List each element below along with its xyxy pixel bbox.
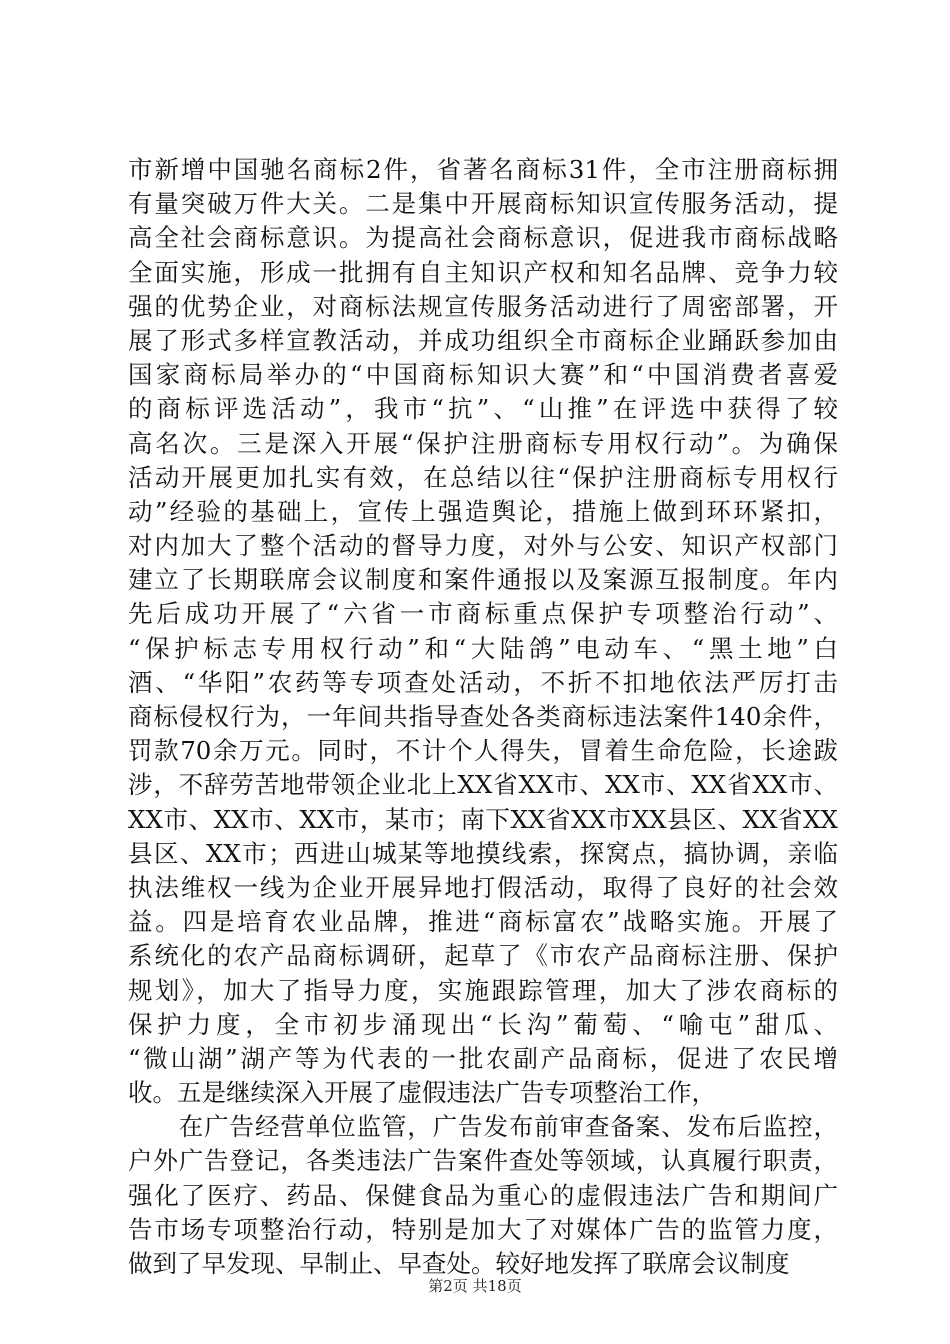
text-line: 高名次。三是深入开展“保护注册商标专用权行动”。为确保 xyxy=(128,428,838,458)
text-line: 涉，不辞劳苦地带领企业北上XX省XX市、XX市、XX省XX市、 xyxy=(128,770,838,800)
text-line: 规划》，加大了指导力度，实施跟踪管理，加大了涉农商标的 xyxy=(128,975,838,1005)
text-line: 罚款70余万元。同时，不计个人得失，冒着生命危险，长途跋 xyxy=(128,736,838,766)
text-line: 展了形式多样宣教活动，并成功组织全市商标企业踊跃参加由 xyxy=(128,325,838,355)
text-line: “保护标志专用权行动”和“大陆鸽”电动车、“黑土地”白 xyxy=(128,633,838,663)
text-line: 告市场专项整治行动，特别是加大了对媒体广告的监管力度， xyxy=(128,1214,838,1244)
text-line: 酒、“华阳”农药等专项查处活动，不折不扣地依法严厉打击 xyxy=(128,667,838,697)
text-line: 高全社会商标意识。为提高社会商标意识，促进我市商标战略 xyxy=(128,223,838,253)
text-line: 国家商标局举办的“中国商标知识大赛”和“中国消费者喜爱 xyxy=(128,360,838,390)
text-line: 强化了医疗、药品、保健食品为重心的虚假违法广告和期间广 xyxy=(128,1180,838,1210)
text-line: 动”经验的基础上，宣传上强造舆论，措施上做到环环紧扣， xyxy=(128,496,838,526)
text-line: 商标侵权行为，一年间共指导查处各类商标违法案件140余件， xyxy=(128,702,838,731)
text-line: 的商标评选活动”，我市“抗”、“山推”在评选中获得了较 xyxy=(128,394,838,424)
text-line: 做到了早发现、早制止、早查处。较好地发挥了联席会议制度 xyxy=(128,1249,790,1278)
text-line: 户外广告登记，各类违法广告案件查处等领域，认真履行职责， xyxy=(128,1146,838,1176)
text-line: 活动开展更加扎实有效，在总结以往“保护注册商标专用权行 xyxy=(128,462,838,492)
text-line: 对内加大了整个活动的督导力度，对外与公安、知识产权部门 xyxy=(128,531,838,561)
text-line: 收。五是继续深入开展了虚假违法广告专项整治工作， xyxy=(128,1078,716,1108)
text-line: 有量突破万件大关。二是集中开展商标知识宣传服务活动，提 xyxy=(128,189,838,219)
text-line: “微山湖”湖产等为代表的一批农副产品商标，促进了农民增 xyxy=(128,1043,838,1073)
body-text xyxy=(128,153,838,1281)
text-line: 益。四是培育农业品牌，推进“商标富农”战略实施。开展了 xyxy=(128,907,838,937)
text-line: 在广告经营单位监管，广告发布前审查备案、发布后监控， xyxy=(128,1112,838,1142)
text-line: 强的优势企业，对商标法规宣传服务活动进行了周密部署，开 xyxy=(128,291,838,321)
text-line: 市新增中国驰名商标2件，省著名商标31件，全市注册商标拥 xyxy=(128,155,838,184)
text-line: 系统化的农产品商标调研，起草了《市农产品商标注册、保护 xyxy=(128,941,838,971)
text-line: 先后成功开展了“六省一市商标重点保护专项整治行动”、 xyxy=(128,599,838,629)
text-line: 县区、XX市；西进山城某等地摸线索，探窝点，搞协调，亲临 xyxy=(128,838,838,868)
text-line: 建立了长期联席会议制度和案件通报以及案源互报制度。年内 xyxy=(128,565,838,595)
text-line: 全面实施，形成一批拥有自主知识产权和知名品牌、竞争力较 xyxy=(128,257,838,287)
text-line: 执法维权一线为企业开展异地打假活动，取得了良好的社会效 xyxy=(128,872,838,902)
page-footer: 第2页 共18页 xyxy=(428,1277,522,1295)
text-line: XX市、XX市、XX市，某市；南下XX省XX市XX县区、XX省XX xyxy=(128,804,838,834)
text-line: 保护力度，全市初步涌现出“长沟”葡萄、“喻屯”甜瓜、 xyxy=(128,1009,838,1039)
